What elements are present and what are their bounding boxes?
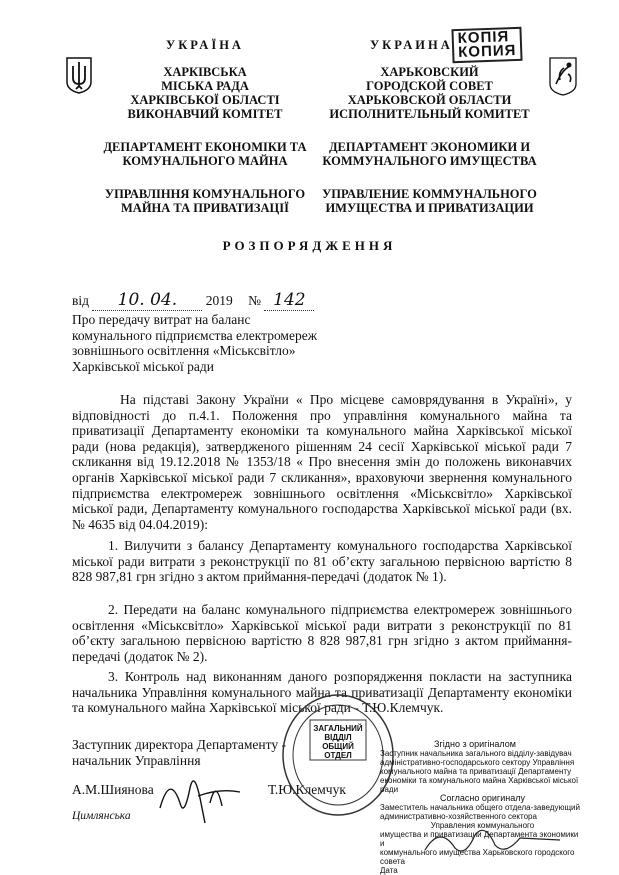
date-year: 2019 — [205, 293, 233, 308]
copy-stamp-line: КОПИЯ — [457, 41, 517, 62]
document-title: РОЗПОРЯДЖЕННЯ — [222, 238, 397, 253]
org-line: ХАРКІВСЬКА — [163, 65, 247, 79]
preamble: На підставі Закону України « Про місцеве самоврядування в Україні», у відповідності до п.4.1. Положення про управління комунального майна та приватизації Департаменту економіки та комунального майна Харківської міської ради (нова редакція), затвердженого рішенням 24 сесії Харківської міської ради 7 скликання від 19.12.2018 № 1353/18 « Про внесення змін до положень виконавчих органів Харківської міської ради 7 скликання», враховуючи звернення комунального підприємства електромереж зовнішнього освітлення «Міськсвітло» Харківської міської ради, Департаменту комунального господарства Харківської міської ради (вх. № 4635 від 04.04.2019): — [72, 392, 572, 532]
copy-stamp — [451, 27, 522, 63]
approval-line: коммунального имущества Харьковского городского — [380, 848, 575, 857]
subject-line: зовнішнього освітлення «Міськсвітло» — [72, 343, 296, 358]
org-line: ХАРЬКОВСКИЙ — [380, 65, 479, 79]
position-line: начальник Управління — [72, 752, 201, 768]
approval-line: адміністративно-господарського сектору Управління — [380, 758, 575, 767]
country-ua: УКРАЇНА — [166, 38, 244, 52]
org-ru — [322, 65, 537, 121]
number-handwritten: 142 — [273, 290, 306, 310]
round-stamp-line: ОБЩИЙ ОТДЕЛ — [322, 742, 354, 760]
approval-signature-icon — [420, 820, 570, 860]
approval-line: економіки та комунального майна Харківської міської ради — [380, 776, 579, 794]
org-line: МІСЬКА РАДА — [161, 79, 249, 93]
approval-date-label: Дата — [380, 866, 398, 875]
org-line: ВИКОНАВЧИЙ КОМІТЕТ — [127, 107, 283, 121]
dept-ua — [100, 140, 310, 168]
dept-line: ДЕПАРТАМЕНТ ЭКОНОМИКИ И — [328, 140, 531, 154]
position-line: Заступник директора Департаменту - — [72, 737, 286, 752]
unit-line: ИМУЩЕСТВА И ПРИВАТИЗАЦИИ — [325, 201, 534, 215]
header-left — [100, 38, 310, 215]
signature-name-left: А.М.Шиянова — [72, 782, 154, 797]
signature-position — [72, 737, 286, 768]
org-line: ХАРКІВСЬКОЇ ОБЛАСТІ — [130, 93, 280, 107]
org-line: ГОРОДСКОЙ СОВЕТ — [366, 79, 493, 93]
round-stamp-line: ВІДДІЛ — [324, 733, 352, 742]
coat-of-arms-icon — [64, 56, 94, 94]
approval-line: совета — [380, 857, 405, 866]
unit-line: УПРАВЛЕНИЕ КОММУНАЛЬНОГО — [322, 187, 537, 201]
unit-line: УПРАВЛІННЯ КОМУНАЛЬНОГО — [104, 187, 306, 201]
org-line: ИСПОЛНИТЕЛЬНЫЙ КОМИТЕТ — [329, 107, 530, 121]
org-ua — [100, 65, 310, 121]
subject-line: Харківської міської ради — [72, 358, 215, 374]
unit-line: МАЙНА ТА ПРИВАТИЗАЦІЇ — [121, 201, 289, 215]
round-stamp-text — [310, 724, 366, 760]
dept-line: КОМУНАЛЬНОГО МАЙНА — [122, 154, 288, 168]
date-from-label: від — [72, 293, 89, 308]
org-line: ХАРЬКОВСКОЙ ОБЛАСТИ — [347, 93, 512, 107]
dept-ru — [322, 140, 537, 168]
unit-ru — [322, 187, 537, 215]
subject — [72, 312, 372, 374]
number-label: № — [248, 293, 262, 308]
dept-line: КОММУНАЛЬНОГО ИМУЩЕСТВА — [322, 154, 537, 168]
date-line — [72, 290, 332, 311]
approval-line: имущества и приватизации Департамента экономики и — [380, 830, 579, 848]
copy-stamp-line: КОПІЯ — [457, 28, 510, 48]
approval-line: Заместитель начальника общего отдела-заведующий — [380, 803, 580, 812]
item-1: 1. Вилучити з балансу Департаменту комунального господарства Харківської міської ради витрати з реконструкції по 81 об’єкту загальною первісною вартістю 8 828 987,81 грн згідно з актом приймання-передачі (додаток № 1). — [72, 538, 572, 585]
unit-ua — [100, 187, 310, 215]
date-handwritten: 10. 04. — [117, 290, 178, 310]
number-field — [264, 290, 314, 311]
item-2: 2. Передати на баланс комунального підприємства електромереж зовнішнього освітлення «Міськсвітло» Харківської міської ради витрати з реконструкції по 81 об’єкту загальною первісною вартістю 8 828 987,81 грн згідно з актом приймання-передачі (додаток № 2). — [72, 602, 572, 664]
item-3: 3. Контроль над виконанням даного розпорядження покласти на заступника начальника Управління комунального майна та приватизації Департаменту економіки та комунального майна Харківської міської ради - Т.Ю.Клемчук. — [72, 669, 572, 716]
round-stamp-line: ЗАГАЛЬНИЙ — [313, 724, 363, 733]
handwritten-signature-icon — [150, 768, 260, 828]
country-ru: УКРАИНА — [370, 38, 453, 52]
subject-line: комунального підприємства електромереж — [72, 327, 318, 343]
approval-line: административно-хозяйственного сектора — [380, 812, 537, 821]
city-emblem-icon — [548, 56, 578, 96]
header-right — [322, 38, 537, 215]
subject-line: Про передачу витрат на баланс — [72, 312, 251, 327]
approval-line: Согласно оригиналу — [440, 793, 525, 803]
approval-line: Заступник начальника загального відділу-завідувач — [380, 749, 572, 758]
approval-line: Управления коммунального — [430, 821, 535, 830]
approval-line: комунального майна та приватизації Департаменту — [380, 767, 572, 776]
approval-head: Згідно з оригіналом — [434, 739, 516, 749]
signature-name-right: Т.Ю.Клемчук — [268, 782, 346, 797]
dept-line: ДЕПАРТАМЕНТ ЕКОНОМІКИ ТА — [103, 140, 307, 154]
date-field — [92, 290, 202, 311]
executor: Цимлянська — [72, 810, 131, 822]
